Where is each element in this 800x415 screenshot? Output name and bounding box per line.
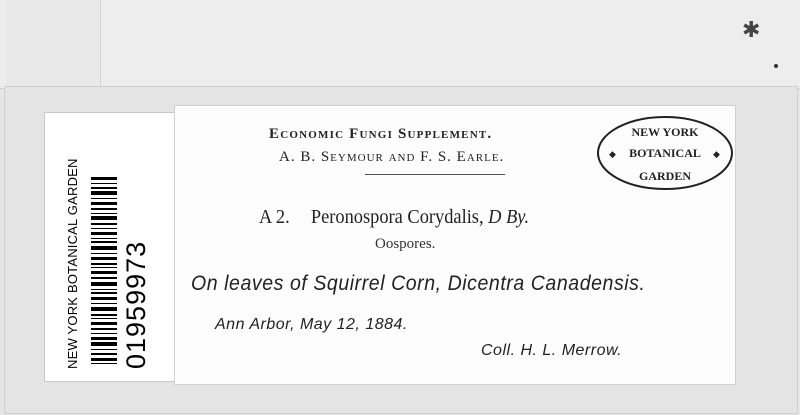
barcode-number: 01959973	[121, 240, 151, 369]
label-title: Economic Fungi Supplement.	[269, 126, 493, 142]
stamp-line-2: BOTANICAL	[629, 146, 701, 160]
stamp-line-3: GARDEN	[638, 169, 692, 183]
barcode-institution-text: NEW YORK BOTANICAL GARDEN	[65, 158, 80, 369]
specimen-line	[259, 206, 529, 229]
stamp-oval	[595, 114, 735, 192]
barcode-label	[44, 112, 178, 382]
asterisk-mark-icon: ✱	[742, 18, 761, 43]
locality-date: Ann Arbor, May 12, 1884.	[215, 316, 408, 333]
envelope-top-band	[0, 0, 800, 89]
svg-text:◆: ◆	[609, 150, 616, 160]
barcode-box	[51, 121, 171, 373]
species-authority: D By.	[488, 206, 530, 228]
label-rule	[365, 174, 505, 175]
host-line: On leaves of Squirrel Corn, Dicentra Canadensis.	[191, 272, 646, 295]
envelope-fold	[6, 0, 101, 88]
specimen-number: A 2.	[259, 206, 290, 228]
stamp-line-1: NEW YORK	[631, 125, 699, 139]
label-authors: A. B. Seymour and F. S. Earle.	[279, 149, 505, 165]
specimen-label	[174, 105, 736, 385]
species-name: Peronospora Corydalis,	[310, 206, 484, 228]
barcode-bars	[91, 177, 117, 365]
specimen-note: Oospores.	[375, 236, 436, 252]
svg-text:◆: ◆	[713, 150, 720, 160]
institution-stamp	[595, 114, 735, 192]
ink-dot	[774, 64, 778, 68]
collector: Coll. H. L. Merrow.	[481, 342, 623, 359]
